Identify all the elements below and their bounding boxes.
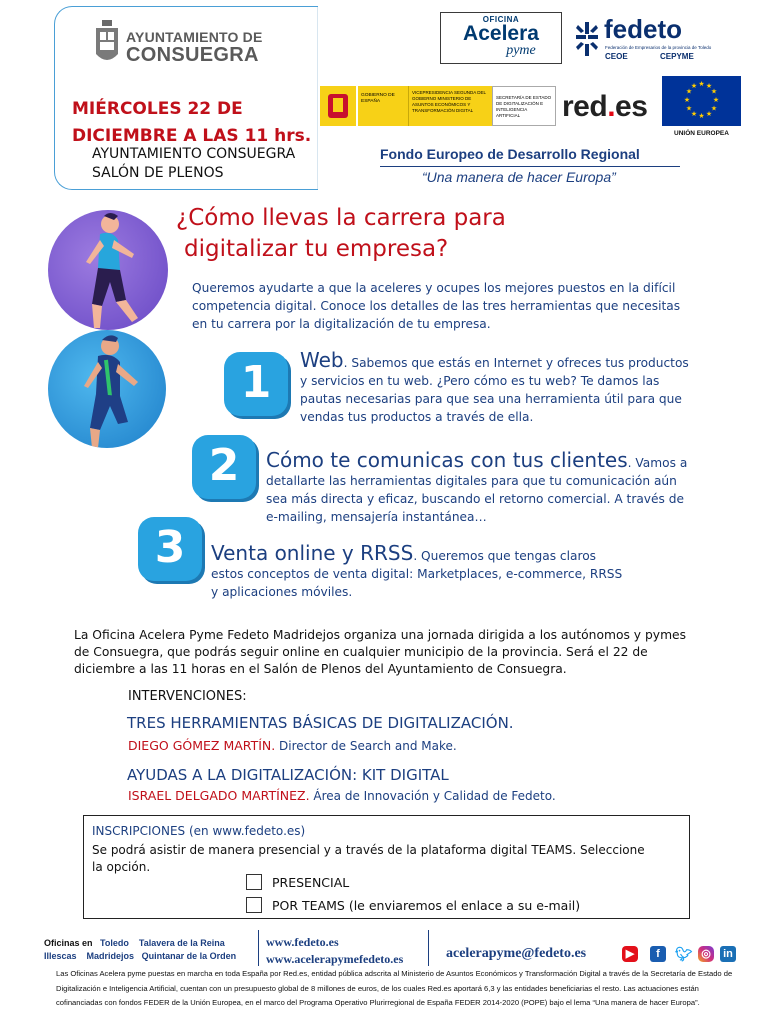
option-in-person-label: PRESENCIAL bbox=[272, 874, 350, 890]
feder-motto: “Una manera de hacer Europa” bbox=[422, 169, 616, 185]
red-es-logo-main: red bbox=[562, 90, 608, 123]
footer-disclaimer: Las Oficinas Acelera pyme puestas en marcha en toda España por Red.es, entidad pública adscrita al Ministerio de Asuntos Económicos y Transformación Digital a través de la Secretaría de Estado de Digitalización e Inteligencia Artificial, cuentan con un presupuesto global de 8 millones de euros, de los cuales Red.es aportará 6,3 y las entidades beneficiarias el resto. Las actuaciones están cofinanciadas con fondos FEDER de la Unión Europea, en el marco del Programa Operativo Plurirregional de España FEDER 2014-2020 (POPE) bajo el lema “Una manera de hacer Europa”. bbox=[56, 969, 733, 1007]
registration-box bbox=[83, 815, 690, 919]
youtube-icon[interactable]: ▶ bbox=[622, 946, 638, 962]
acelera-logo-bot: pyme bbox=[506, 43, 536, 58]
feder-title: Fondo Europeo de Desarrollo Regional bbox=[380, 146, 640, 162]
event-place bbox=[92, 145, 295, 183]
fedeto-logo bbox=[574, 16, 734, 66]
tool-online-sales-text: . Queremos que tengas claros estos conceptos de venta digital: Marketplaces, e-commerce, RRSS y aplicaciones móviles. bbox=[211, 549, 623, 599]
fedeto-logo-subtitle: Federación de Empresarios de la provincia de Toledo bbox=[605, 45, 712, 50]
talk-2-speaker-line bbox=[128, 788, 556, 803]
spain-coat-of-arms-icon bbox=[320, 86, 356, 126]
svg-text:★: ★ bbox=[683, 96, 691, 104]
instagram-icon[interactable]: ◎ bbox=[698, 946, 714, 962]
office-city-quintanar: Quintanar de la Orden bbox=[141, 951, 237, 961]
facebook-icon[interactable]: f bbox=[650, 946, 666, 962]
footer-divider-2 bbox=[428, 930, 429, 966]
svg-text:★: ★ bbox=[705, 110, 713, 118]
option-teams-label: POR TEAMS (le enviaremos el enlace a su e-mail) bbox=[272, 897, 581, 913]
number-badge-3-digit: 3 bbox=[154, 522, 186, 573]
svg-text:★: ★ bbox=[705, 82, 713, 90]
option-in-person[interactable] bbox=[246, 874, 349, 890]
event-date-line2: DICIEMBRE A LAS 11 hrs. bbox=[72, 126, 312, 146]
spain-government-logo bbox=[320, 86, 550, 126]
svg-text:★: ★ bbox=[698, 112, 705, 120]
fedeto-emblem-icon bbox=[574, 20, 600, 60]
talk-1-role: Director de Search and Make. bbox=[275, 739, 457, 753]
svg-text:★: ★ bbox=[685, 87, 693, 96]
intro-paragraph: Queremos ayudarte a que la aceleres y ocupes los mejores puestos en la difícil competencia digital. Conoce los detalles de las tres herramientas que necesitas en tu carrera por la digitalización de tu empresa. bbox=[192, 281, 681, 331]
svg-text:★: ★ bbox=[710, 104, 718, 113]
footer-offices bbox=[44, 937, 236, 963]
fedeto-logo-word: fedeto bbox=[604, 14, 682, 44]
runner-woman-illustration bbox=[48, 210, 168, 330]
number-badge-2-digit: 2 bbox=[208, 440, 240, 491]
in-person-checkbox[interactable] bbox=[246, 874, 262, 890]
office-city-talavera: Talavera de la Reina bbox=[138, 938, 225, 948]
number-badge-1-digit: 1 bbox=[240, 357, 272, 408]
page-title-line2: digitalizar tu empresa? bbox=[184, 236, 449, 262]
tool-communication-text: . Vamos a detallarte las herramientas digitales para que tu comunicación aún sea más directa y eficaz, buscando el retorno comercial. A través de e-mailing, mensajería instantánea… bbox=[266, 456, 688, 524]
tool-web-text: . Sabemos que estás en Internet y ofreces tus productos y servicios en tu web. ¿Pero cómo es tu web? Te damos las pautas necesarias para que sea una herramienta útil para que vendas tus productos a través de ella. bbox=[300, 356, 689, 424]
svg-text:★: ★ bbox=[690, 82, 698, 90]
talk-2-speaker: ISRAEL DELGADO MARTÍNEZ. bbox=[128, 788, 310, 803]
event-place-line1: AYUNTAMIENTO CONSUEGRA bbox=[92, 146, 296, 162]
gov-logo-label-1: GOBIERNO DE ESPAÑA bbox=[358, 86, 408, 126]
number-badge-3 bbox=[138, 517, 202, 581]
tool-communication-name: Cómo te comunicas con tus clientes bbox=[266, 448, 628, 472]
teams-checkbox[interactable] bbox=[246, 897, 262, 913]
offices-label: Oficinas en bbox=[44, 938, 93, 948]
office-city-illescas: Illescas bbox=[44, 951, 77, 961]
number-badge-1 bbox=[224, 352, 288, 416]
talk-2-title: AYUDAS A LA DIGITALIZACIÓN: KIT DIGITAL bbox=[127, 766, 449, 784]
option-teams[interactable] bbox=[246, 897, 580, 913]
feder-divider bbox=[380, 166, 680, 167]
svg-text:★: ★ bbox=[690, 110, 698, 118]
runner-man-illustration bbox=[48, 330, 166, 448]
council-name-line2: CONSUEGRA bbox=[126, 44, 259, 66]
linkedin-icon[interactable]: in bbox=[720, 946, 736, 962]
red-es-logo-dot: . bbox=[607, 90, 616, 123]
svg-text:★: ★ bbox=[710, 87, 718, 96]
talk-1-speaker-line bbox=[128, 738, 457, 753]
gov-logo-label-3: SECRETARÍA DE ESTADO DE DIGITALIZACIÓN E INTELIGENCIA ARTIFICIAL bbox=[492, 86, 556, 126]
consuegra-crest-logo bbox=[94, 20, 120, 72]
svg-text:★: ★ bbox=[698, 80, 705, 88]
svg-text:★: ★ bbox=[685, 104, 693, 113]
footer-email[interactable]: acelerapyme@fedeto.es bbox=[446, 946, 587, 961]
gov-logo-label-2: VICEPRESIDENCIA SEGUNDA DEL GOBIERNO MINISTERIO DE ASUNTOS ECONÓMICOS Y TRANSFORMACIÓN DIGITAL bbox=[408, 86, 492, 126]
council-name-line1: AYUNTAMIENTO DE bbox=[126, 29, 263, 45]
red-es-logo-end: es bbox=[615, 90, 648, 123]
talk-1-speaker: DIEGO GÓMEZ MARTÍN. bbox=[128, 738, 276, 753]
talk-1-title: TRES HERRAMIENTAS BÁSICAS DE DIGITALIZACIÓN. bbox=[127, 714, 514, 732]
registration-title: INSCRIPCIONES (en www.fedeto.es) bbox=[92, 824, 306, 838]
registration-text: Se podrá asistir de manera presencial y a través de la plataforma digital TEAMS. Seleccione la opción. bbox=[92, 843, 645, 874]
acelera-logo-mid: Acelera bbox=[463, 22, 539, 45]
tool-web-name: Web bbox=[300, 348, 344, 372]
event-description: La Oficina Acelera Pyme Fedeto Madridejos organiza una jornada dirigida a los autónomos y pymes de Consuegra, que podrás seguir online en cualquier municipio de la provincia. Será el 22 de diciembre a las 11 horas en el Salón de Plenos del Ayuntamiento de Consuegra. bbox=[74, 628, 687, 676]
event-date-line1: MIÉRCOLES 22 DE bbox=[72, 99, 243, 119]
page-title-line1: ¿Cómo llevas la carrera para bbox=[176, 205, 506, 231]
twitter-icon[interactable]: 🐦︎ bbox=[675, 946, 693, 962]
footer-websites bbox=[266, 934, 403, 968]
tool-online-sales-name: Venta online y RRSS bbox=[211, 541, 414, 565]
number-badge-2 bbox=[192, 435, 256, 499]
interventions-heading: INTERVENCIONES: bbox=[128, 689, 247, 704]
tool-online-sales bbox=[211, 541, 631, 601]
office-city-madridejos: Madridejos bbox=[86, 951, 135, 961]
svg-text:★: ★ bbox=[712, 96, 720, 104]
office-city-toledo: Toledo bbox=[100, 938, 129, 948]
footer-divider-1 bbox=[258, 930, 259, 966]
eu-flag-icon bbox=[662, 76, 741, 126]
fedeto-logo-cepyme: CEPYME bbox=[660, 52, 694, 61]
acelera-pyme-logo bbox=[440, 12, 562, 64]
eu-label: UNIÓN EUROPEA bbox=[674, 130, 729, 137]
red-es-logo bbox=[562, 90, 647, 124]
event-place-line2: SALÓN DE PLENOS bbox=[92, 165, 224, 181]
footer-web-acelerapyme[interactable]: www.acelerapymefedeto.es bbox=[266, 952, 404, 966]
tool-communication bbox=[266, 448, 690, 526]
talk-2-role: Área de Innovación y Calidad de Fedeto. bbox=[309, 789, 556, 803]
footer-web-fedeto[interactable]: www.fedeto.es bbox=[266, 935, 339, 949]
page-title bbox=[176, 203, 506, 265]
event-date bbox=[72, 96, 312, 150]
tool-web bbox=[300, 348, 690, 426]
fedeto-logo-ceoe: CEOE bbox=[605, 52, 628, 61]
acelera-logo-top: OFICINA bbox=[482, 15, 520, 24]
